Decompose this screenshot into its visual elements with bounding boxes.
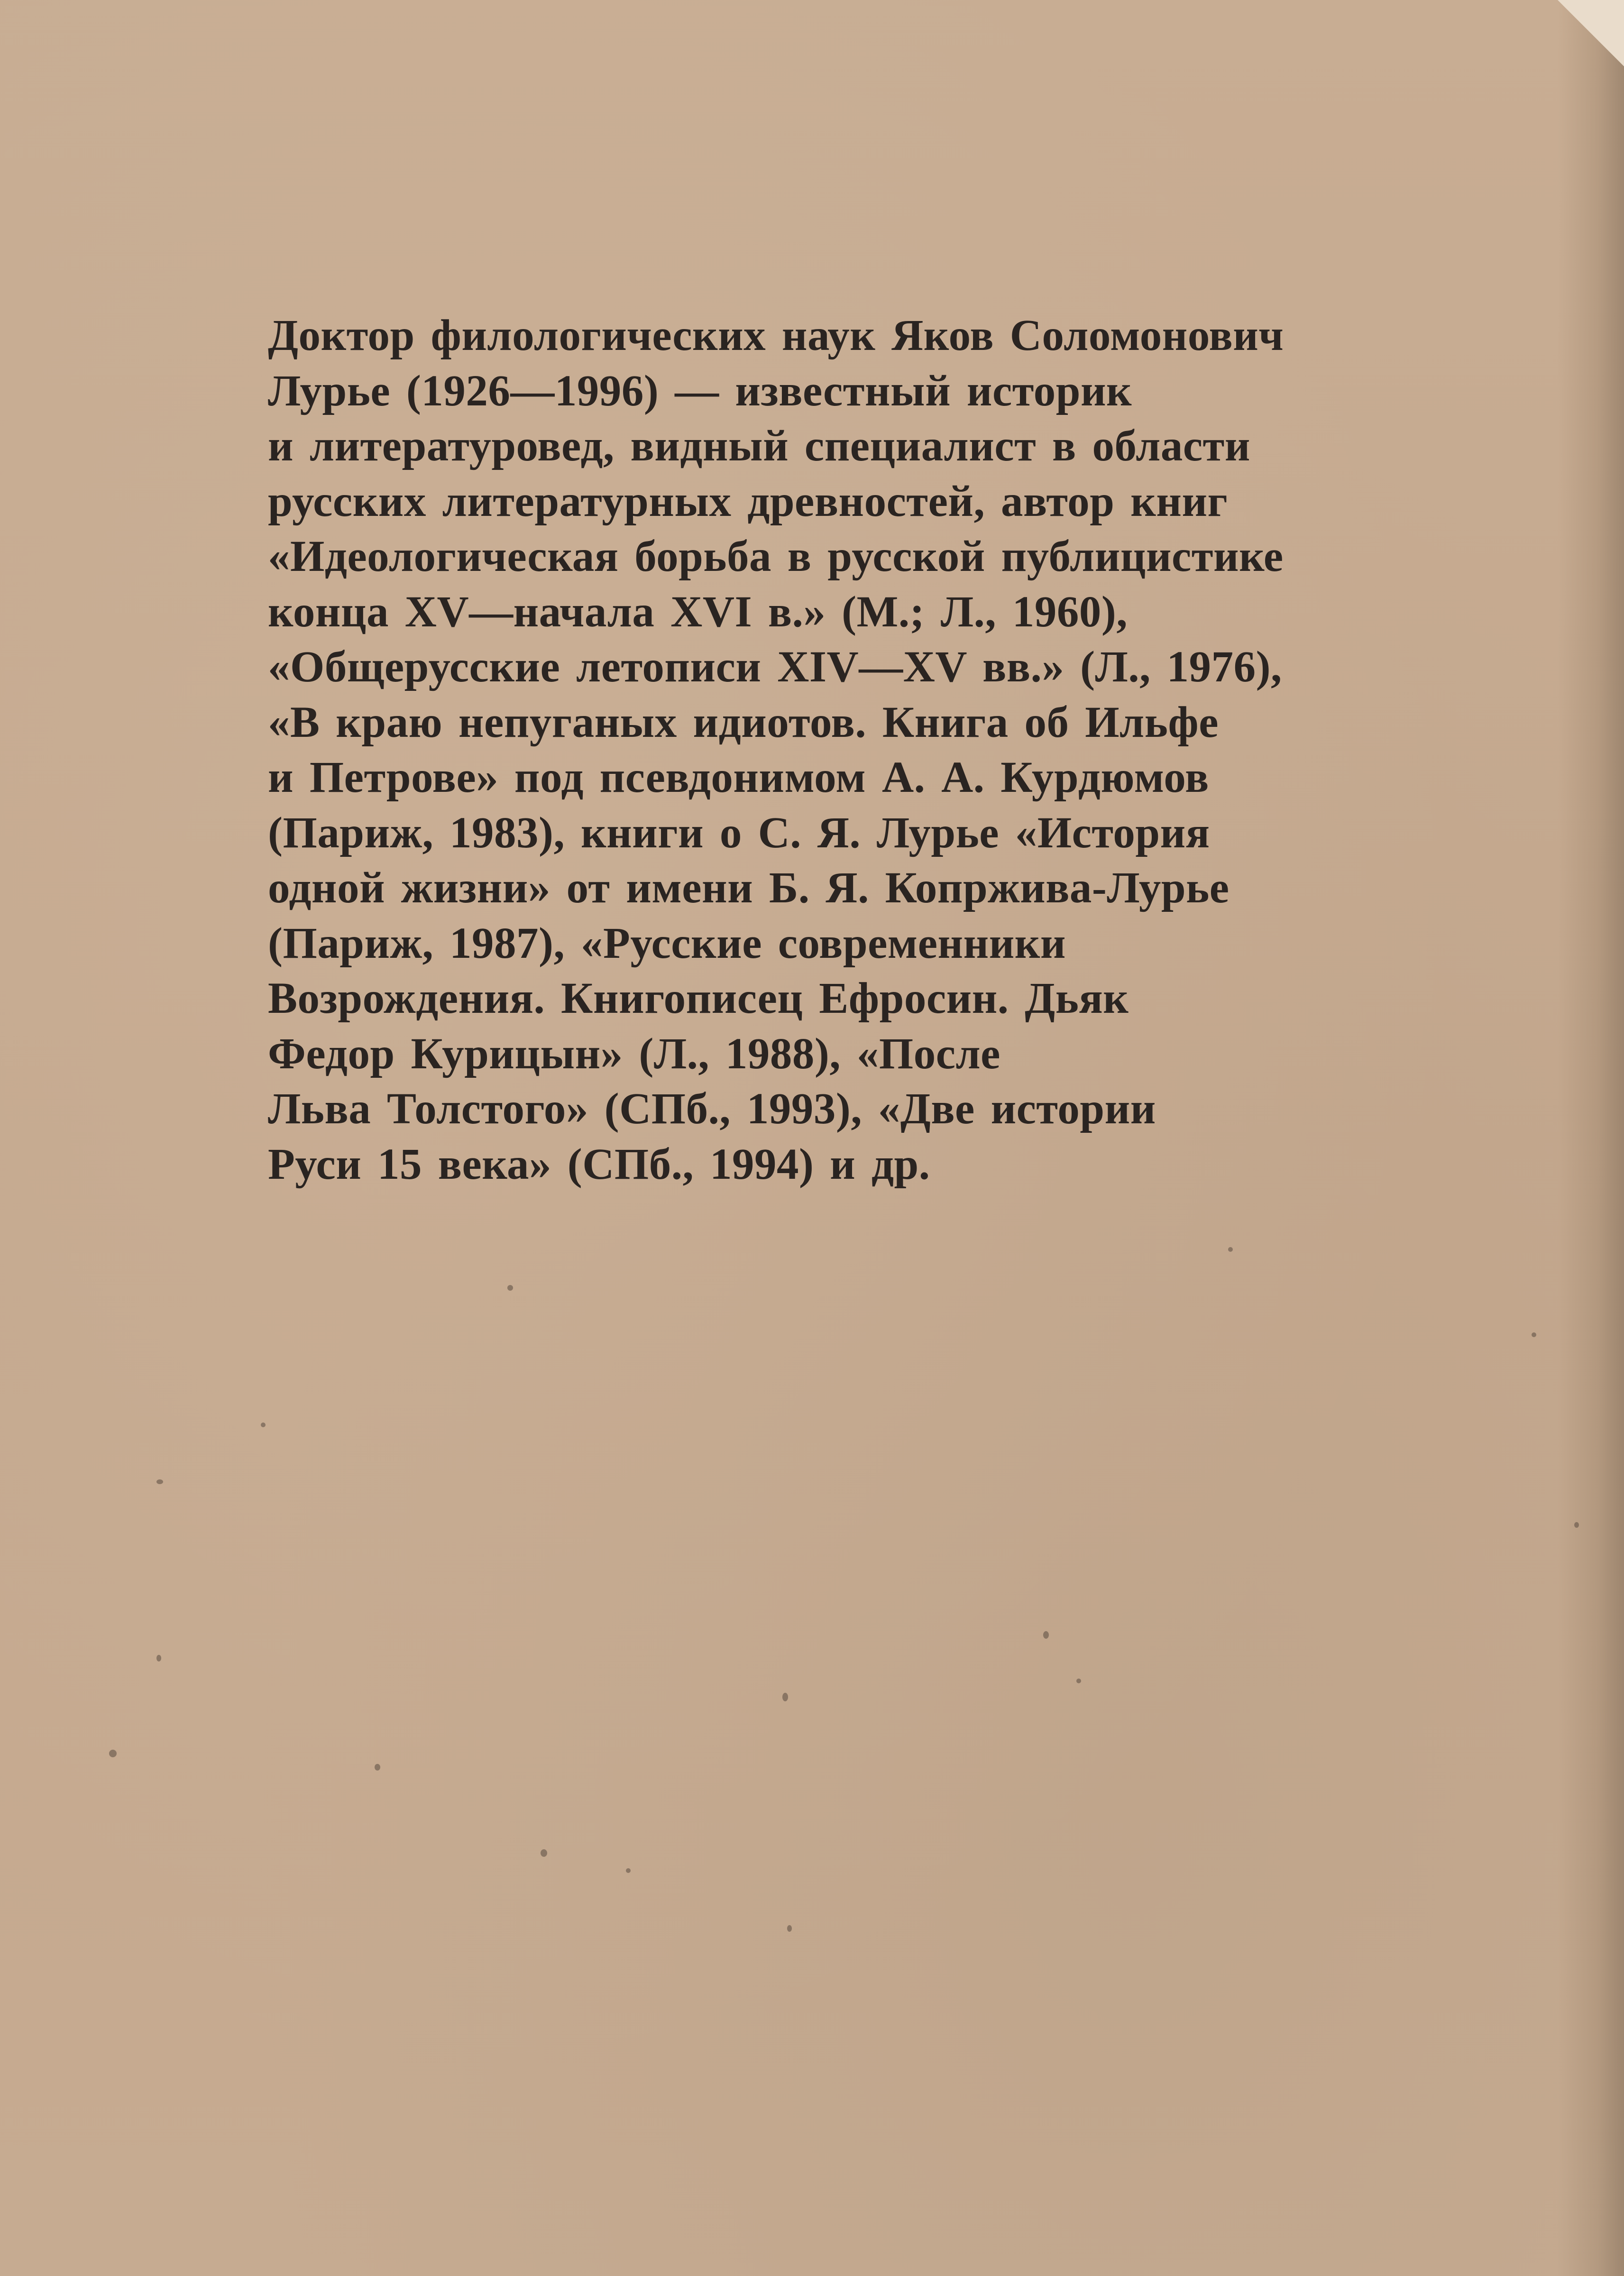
biography-line: одной жизни» от имени Б. Я. Копржива-Лурье: [268, 863, 1229, 912]
paper-speck: [261, 1422, 266, 1427]
biography-line: Доктор филологических наук Яков Соломонович: [268, 311, 1284, 360]
paper-speck: [156, 1655, 161, 1661]
paper-speck: [626, 1868, 631, 1873]
biography-line: «Общерусские летописи XIV—XV вв.» (Л., 1976),: [268, 642, 1282, 691]
biography-line: Лурье (1926—1996) — известный историк: [268, 366, 1132, 415]
biography-line: (Париж, 1987), «Русские современники: [268, 918, 1066, 968]
biography-line: Федор Курицын» (Л., 1988), «После: [268, 1029, 1000, 1078]
paper-speck: [109, 1750, 117, 1757]
biography-line: «Идеологическая борьба в русской публицистике: [268, 532, 1284, 581]
corner-fold: [1558, 0, 1624, 66]
paper-speck: [782, 1693, 788, 1701]
paper-speck: [156, 1479, 163, 1484]
biography-line: Возрождения. Книгописец Ефросин. Дьяк: [268, 974, 1129, 1023]
paper-speck: [1574, 1522, 1579, 1528]
paper-speck: [541, 1849, 547, 1857]
paper-speck: [507, 1285, 513, 1291]
biography-line: Руси 15 века» (СПб., 1994) и др.: [268, 1139, 930, 1189]
biography-line: (Париж, 1983), книги о С. Я. Лурье «История: [268, 808, 1210, 857]
biography-line: русских литературных древностей, автор книг: [268, 477, 1228, 526]
paper-speck: [1228, 1247, 1233, 1252]
biography-line: «В краю непуганых идиотов. Книга об Ильфе: [268, 697, 1219, 747]
biography-line: Льва Толстого» (СПб., 1993), «Две истории: [268, 1084, 1156, 1133]
author-biography: [268, 308, 1382, 1192]
biography-line: и литературовед, видный специалист в области: [268, 422, 1250, 470]
paper-speck: [1076, 1679, 1081, 1683]
paper-speck: [787, 1925, 792, 1932]
spine-shadow: [1558, 0, 1624, 2276]
paper-speck: [1532, 1332, 1536, 1337]
biography-line: конца XV—начала XVI в.» (М.; Л., 1960),: [268, 587, 1128, 636]
biography-line: и Петрове» под псевдонимом А. А. Курдюмов: [268, 753, 1209, 802]
paper-speck: [1043, 1631, 1049, 1639]
paper-speck: [375, 1764, 380, 1771]
